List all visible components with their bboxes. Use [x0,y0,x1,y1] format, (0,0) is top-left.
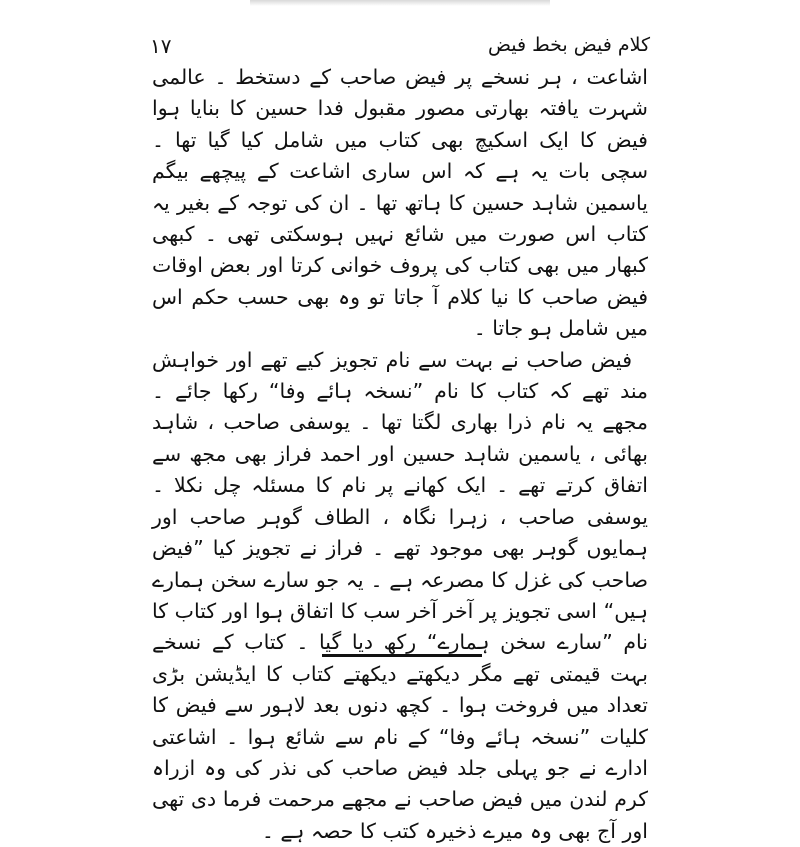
paragraph-1: اشاعت ، ہر نسخے پر فیض صاحب کے دستخط ۔ عالمی شہرت یافتہ بھارتی مصور مقبول فدا حسین کا بنایا ہوا فیض کا ایک اسکیچ بھی کتاب میں شامل کیا گیا تھا ۔ سچی بات یہ ہے کہ اس ساری اشاعت کے پیچھے بیگم یاسمین شاہد حسین کا ہاتھ تھا ۔ ان کی توجہ کے بغیر یہ کتاب اس صورت میں شائع نہیں ہوسکتی تھی ۔ کبھی کبھار میں بھی کتاب کی پروف خوانی کرتا اور بعض اوقات فیض صاحب کا نیا کلام آ جاتا تو وہ بھی حسب حکم اس میں شامل ہو جاتا ۔ [152,65,648,341]
section-end-rule [322,654,482,657]
running-title: کلام فیض بخط فیض [487,34,650,56]
body-text [152,62,648,847]
scan-edge-shadow [250,0,550,6]
paragraph-2: فیض صاحب نے بہت سے نام تجویز کیے تھے اور خواہش مند تھے کہ کتاب کا نام ”نسخہ ہائے وفا“ رکھا جائے ۔ مجھے یہ نام ذرا بھاری لگتا تھا ۔ یوسفی صاحب ، شاہد بھائی ، یاسمین شاہد حسین اور احمد فراز بھی مجھ سے اتفاق کرتے تھے ۔ ایک کھانے پر نام کا مسئلہ چل نکلا ۔ یوسفی صاحب ، زہرا نگاہ ، الطاف گوہر صاحب اور ہمایوں گوہر بھی موجود تھے ۔ فراز نے تجویز کیا ”فیض صاحب کی غزل کا مصرعہ ہے ۔ یہ جو سارے سخن ہمارے ہیں“ اسی تجویز پر آخر آخر سب کا اتفاق ہوا اور کتاب کا نام ”سارے سخن ہمارے“ رکھ دیا گیا ۔ کتاب کے نسخے بہت قیمتی تھے مگر دیکھتے دیکھتے کتاب کا ایڈیشن بڑی تعداد میں فروخت ہوا ۔ کچھ دنوں بعد لاہور سے فیض کا کلیات ”نسخہ ہائے وفا“ کے نام سے شائع ہوا ۔ اشاعتی ادارے نے جو پہلی جلد فیض صاحب کی نذر کی وہ ازراہ کرم لندن میں فیض صاحب نے مجھے مرحمت فرما دی تھی اور آج بھی وہ میرے ذخیرہ کتب کا حصہ ہے ۔ [152,347,648,843]
page-number: ١٧ [150,34,172,58]
page-header [150,32,650,62]
